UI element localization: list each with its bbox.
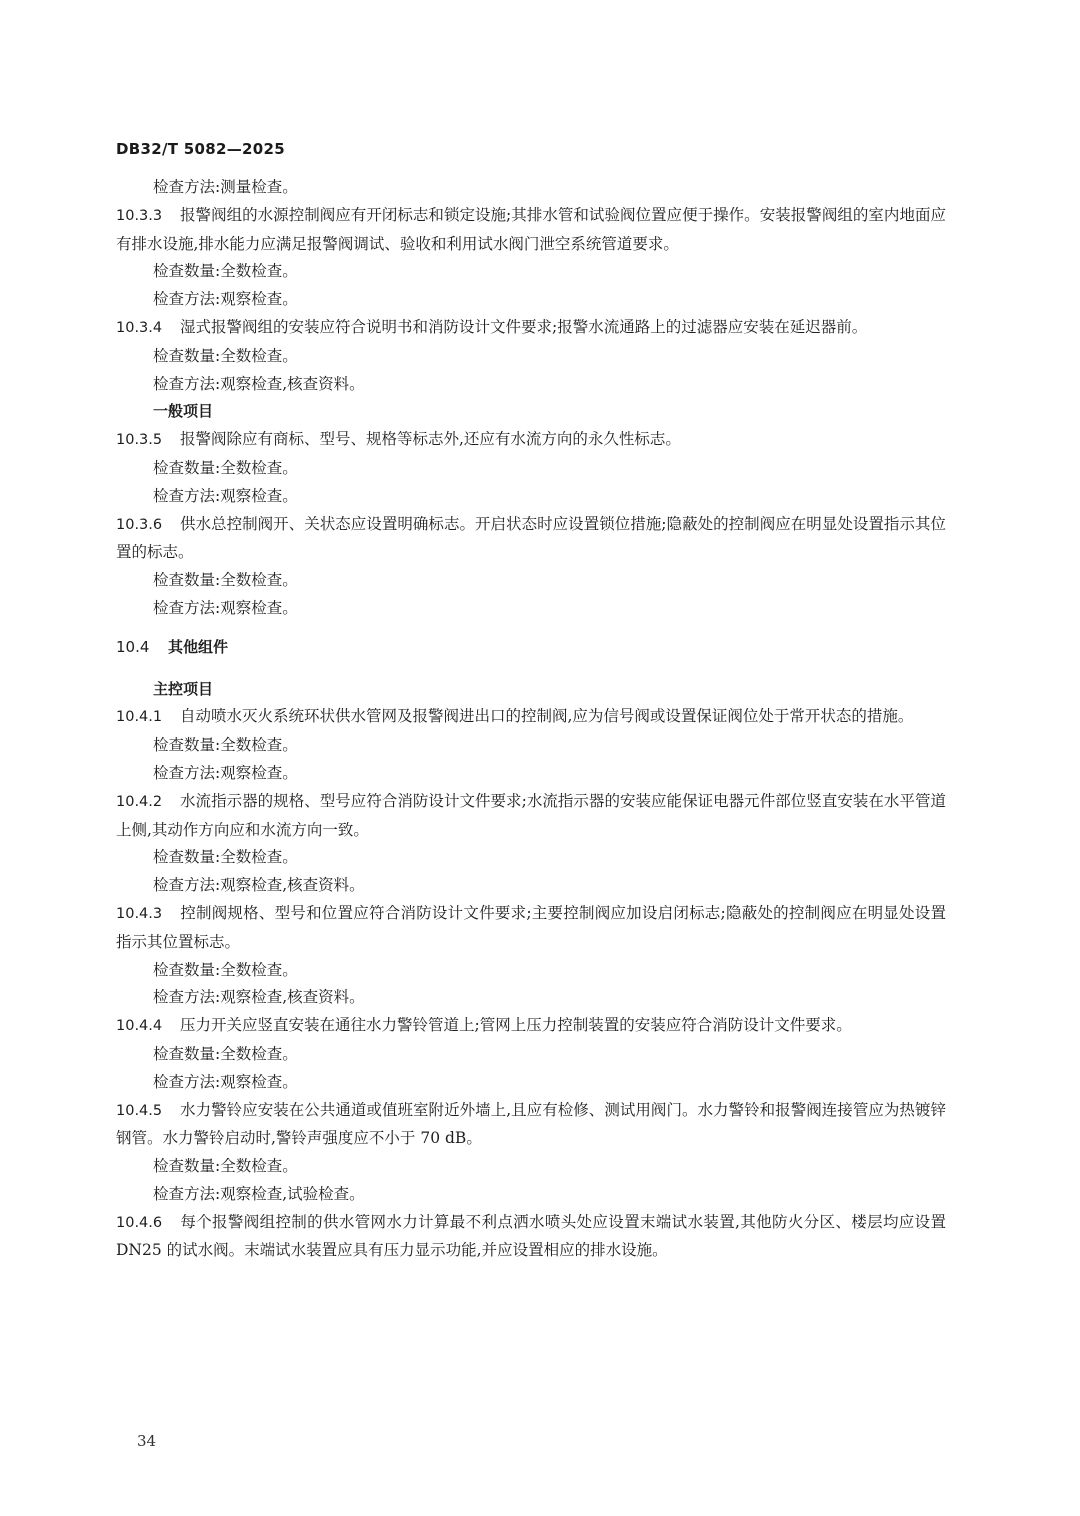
check-method: 检查方法:观察检查。 bbox=[153, 1072, 298, 1091]
clause-10-3-5 bbox=[116, 426, 946, 455]
clause-number: 10.4.4 bbox=[116, 1018, 163, 1035]
check-quantity: 检查数量:全数检查。 bbox=[153, 571, 298, 590]
clause-10-4-3 bbox=[116, 900, 946, 957]
clause-10-4-5 bbox=[116, 1097, 946, 1154]
check-quantity: 检查数量:全数检查。 bbox=[153, 848, 298, 867]
clause-number: 10.3.4 bbox=[116, 319, 163, 336]
clause-number: 10.3.5 bbox=[116, 432, 163, 449]
clause-10-3-3 bbox=[116, 202, 946, 259]
check-method: 检查方法:测量检查。 bbox=[153, 178, 298, 196]
check-quantity: 检查数量:全数检查。 bbox=[153, 346, 298, 365]
page-number: 34 bbox=[137, 1432, 157, 1450]
clause-text: 压力开关应竖直安装在通往水力警铃管道上;管网上压力控制装置的安装应符合消防设计文件要求。 bbox=[180, 1016, 852, 1035]
check-quantity: 检查数量:全数检查。 bbox=[153, 1044, 298, 1063]
clause-text: 控制阀规格、型号和位置应符合消防设计文件要求;主要控制阀应加设启闭标志;隐蔽处的控制阀应在明显处设置指示其位置标志。 bbox=[116, 903, 946, 951]
clause-10-3-6 bbox=[116, 511, 946, 568]
clause-text: 湿式报警阀组的安装应符合说明书和消防设计文件要求;报警水流通路上的过滤器应安装在延迟器前。 bbox=[180, 317, 868, 336]
check-method: 检查方法:观察检查。 bbox=[153, 486, 298, 505]
section-number: 10.4 bbox=[116, 637, 150, 656]
check-quantity: 检查数量:全数检查。 bbox=[153, 960, 298, 979]
check-method: 检查方法:观察检查。 bbox=[153, 290, 298, 309]
clause-number: 10.4.1 bbox=[116, 709, 163, 726]
clause-text: 自动喷水灭火系统环状供水管网及报警阀进出口的控制阀,应为信号阀或设置保证阀位处于常开状态的措施。 bbox=[180, 707, 914, 726]
clause-10-4-2 bbox=[116, 788, 946, 845]
clause-text: 水流指示器的规格、型号应符合消防设计文件要求;水流指示器的安装应能保证电器元件部位竖直安装在水平管道上侧,其动作方向应和水流方向一致。 bbox=[116, 791, 946, 839]
clause-text: 每个报警阀组控制的供水管网水力计算最不利点洒水喷头处应设置末端试水装置,其他防火分区、楼层均应设置 DN25 的试水阀。末端试水装置应具有压力显示功能,并应设置相应的排水设施。 bbox=[116, 1212, 946, 1260]
clause-10-4-6 bbox=[116, 1209, 946, 1266]
clause-10-4-1 bbox=[116, 703, 946, 732]
check-quantity: 检查数量:全数检查。 bbox=[153, 736, 298, 755]
clause-text: 水力警铃应安装在公共通道或值班室附近外墙上,且应有检修、测试用阀门。水力警铃和报警阀连接管应为热镀锌钢管。水力警铃启动时,警铃声强度应不小于 70 dB。 bbox=[116, 1100, 946, 1148]
check-method: 检查方法:观察检查,试验检查。 bbox=[153, 1184, 365, 1203]
clause-text: 供水总控制阀开、关状态应设置明确标志。开启状态时应设置锁位措施;隐蔽处的控制阀应在明显处设置指示其位置的标志。 bbox=[116, 514, 946, 562]
clause-number: 10.4.3 bbox=[116, 905, 163, 922]
subheading-main-control-items: 主控项目 bbox=[153, 679, 214, 698]
check-quantity: 检查数量:全数检查。 bbox=[153, 262, 298, 281]
check-quantity: 检查数量:全数检查。 bbox=[153, 458, 298, 477]
clause-number: 10.3.6 bbox=[116, 516, 163, 533]
clause-number: 10.4.2 bbox=[116, 793, 163, 810]
clause-text: 报警阀除应有商标、型号、规格等标志外,还应有水流方向的永久性标志。 bbox=[180, 430, 681, 449]
clause-number: 10.3.3 bbox=[116, 207, 163, 224]
document-body bbox=[116, 174, 946, 1265]
clause-10-3-4 bbox=[116, 314, 946, 343]
check-method: 检查方法:观察检查。 bbox=[153, 598, 298, 617]
standard-code: DB32/T 5082—2025 bbox=[116, 140, 285, 158]
section-title: 其他组件 bbox=[168, 637, 229, 656]
subheading-general-items: 一般项目 bbox=[153, 402, 214, 421]
clause-number: 10.4.5 bbox=[116, 1102, 163, 1119]
check-method: 检查方法:观察检查,核查资料。 bbox=[153, 876, 365, 895]
check-quantity: 检查数量:全数检查。 bbox=[153, 1157, 298, 1176]
clause-10-4-4 bbox=[116, 1012, 946, 1041]
section-heading-10-4 bbox=[116, 634, 946, 662]
check-method: 检查方法:观察检查,核查资料。 bbox=[153, 374, 365, 393]
check-method: 检查方法:观察检查。 bbox=[153, 763, 298, 782]
clause-number: 10.4.6 bbox=[116, 1214, 163, 1231]
check-method: 检查方法:观察检查,核查资料。 bbox=[153, 988, 365, 1007]
clause-text: 报警阀组的水源控制阀应有开闭标志和锁定设施;其排水管和试验阀位置应便于操作。安装报警阀组的室内地面应有排水设施,排水能力应满足报警阀调试、验收和利用试水阀门泄空系统管道要求。 bbox=[116, 205, 946, 253]
